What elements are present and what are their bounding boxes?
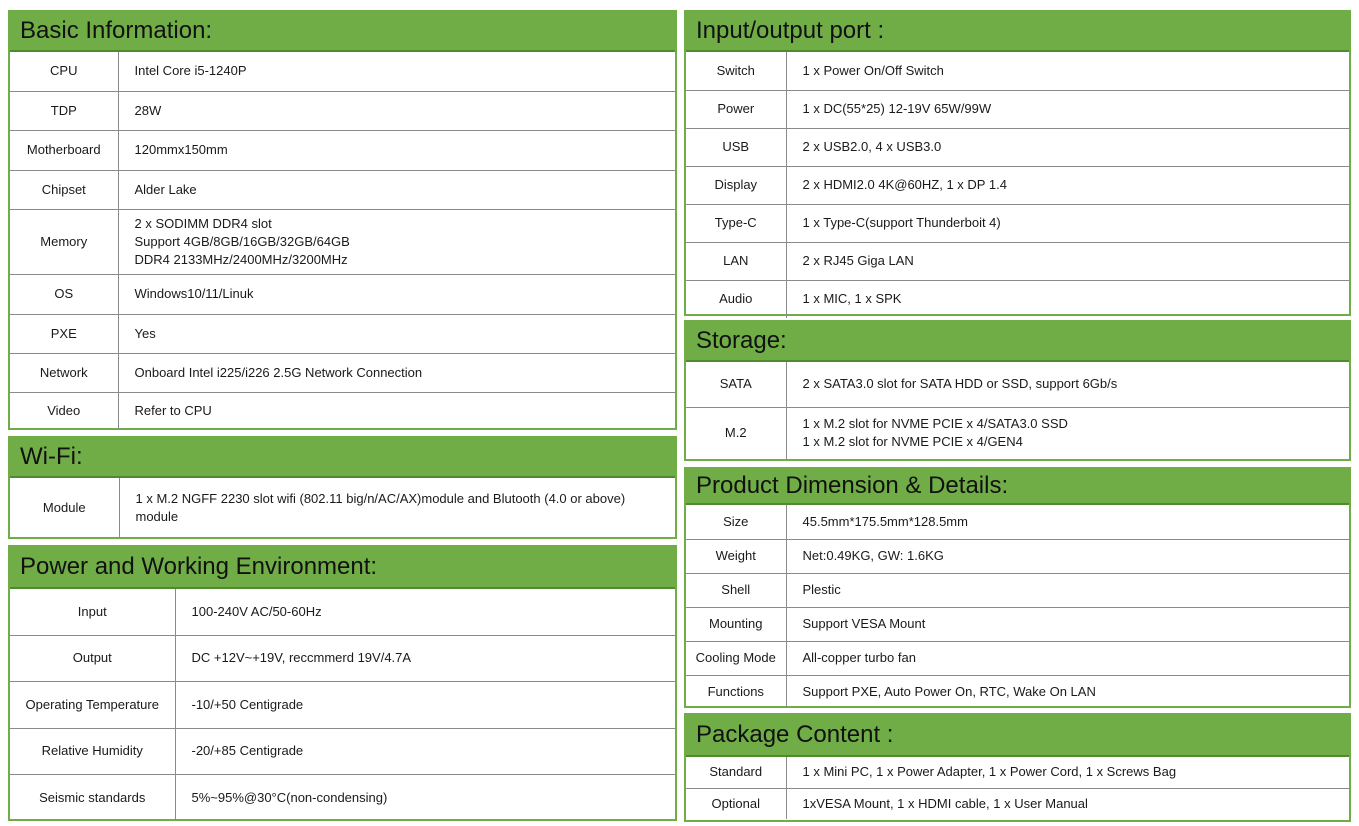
spec-value (786, 675, 1349, 708)
spec-value-line: Support 4GB/8GB/16GB/32GB/64GB (134, 233, 350, 249)
spec-value (118, 91, 675, 130)
spec-value-line: 1xVESA Mount, 1 x HDMI cable, 1 x User Manual (802, 795, 1088, 811)
spec-row (686, 539, 1349, 573)
spec-value-line: 120mmx150mm (134, 142, 228, 157)
spec-label: Cooling Mode (686, 641, 786, 675)
spec-label: Memory (10, 209, 118, 274)
spec-value (786, 362, 1349, 407)
spec-value-line: 2 x RJ45 Giga LAN (802, 253, 914, 268)
spec-label: Optional (686, 788, 786, 819)
spec-value-line: 2 x HDMI2.0 4K@60HZ, 1 x DP 1.4 (802, 177, 1007, 192)
spec-value (786, 573, 1349, 607)
spec-label: CPU (10, 52, 118, 91)
spec-label: Operating Temperature (10, 681, 175, 728)
spec-value-line: Alder Lake (134, 181, 197, 197)
spec-label: Power (686, 90, 786, 128)
spec-value (786, 505, 1349, 539)
spec-value (786, 757, 1349, 788)
spec-table (10, 52, 675, 430)
spec-row (686, 128, 1349, 166)
section-title: Wi-Fi: (10, 438, 675, 478)
spec-label: Size (686, 505, 786, 539)
spec-value (786, 90, 1349, 128)
spec-row (10, 478, 675, 537)
section-title: Input/output port : (686, 12, 1349, 52)
spec-value-line: Onboard Intel i225/i226 2.5G Network Connection (134, 364, 423, 380)
spec-value (786, 788, 1349, 819)
spec-value-line: 1 x Power On/Off Switch (802, 62, 944, 78)
spec-value (175, 681, 675, 728)
spec-value-line: 45.5mm*175.5mm*128.5mm (802, 513, 968, 529)
spec-row (686, 675, 1349, 708)
spec-value-line: 2 x SODIMM DDR4 slot (134, 215, 272, 231)
spec-label: Audio (686, 280, 786, 318)
package-content-panel (684, 713, 1351, 822)
spec-label: PXE (10, 314, 118, 353)
spec-row (10, 52, 675, 91)
spec-row (686, 788, 1349, 819)
spec-value (786, 242, 1349, 280)
spec-table (686, 757, 1349, 819)
spec-label: Chipset (10, 170, 118, 209)
section-title: Product Dimension & Details: (686, 469, 1349, 505)
spec-value (786, 204, 1349, 242)
spec-value-line: 100-240V AC/50-60Hz (191, 603, 322, 619)
spec-row (10, 774, 675, 821)
spec-row (10, 130, 675, 170)
spec-row (10, 681, 675, 728)
spec-row (686, 362, 1349, 407)
basic-information-panel (8, 10, 677, 430)
spec-value (786, 128, 1349, 166)
spec-row (10, 635, 675, 681)
spec-value (118, 209, 675, 274)
spec-row (686, 52, 1349, 90)
spec-label: Mounting (686, 607, 786, 641)
spec-value-line: Plestic (802, 582, 841, 597)
spec-value-line: Support PXE, Auto Power On, RTC, Wake On LAN (802, 683, 1096, 699)
spec-value (118, 353, 675, 392)
spec-row (686, 166, 1349, 204)
spec-value (786, 607, 1349, 641)
spec-label: Motherboard (10, 130, 118, 170)
spec-row (10, 353, 675, 392)
spec-value (118, 392, 675, 430)
spec-label: Shell (686, 573, 786, 607)
spec-value (118, 130, 675, 170)
spec-value-line: All-copper turbo fan (802, 650, 916, 665)
spec-value-line: Intel Core i5-1240P (134, 63, 247, 79)
spec-label: Relative Humidity (10, 728, 175, 774)
spec-value-line: 28W (134, 102, 162, 118)
spec-label: OS (10, 274, 118, 314)
spec-value-line: DDR4 2133MHz/2400MHz/3200MHz (134, 251, 348, 267)
spec-row (10, 209, 675, 274)
spec-value-line: -20/+85 Centigrade (191, 743, 304, 758)
spec-label: Switch (686, 52, 786, 90)
spec-value (786, 407, 1349, 459)
spec-value (118, 274, 675, 314)
spec-value (786, 280, 1349, 318)
spec-label: Display (686, 166, 786, 204)
spec-value-line: Yes (134, 325, 156, 341)
spec-value-line: 1 x M.2 NGFF 2230 slot wifi (802.11 big/n/AC/AX)module and Blutooth (4.0 or above) (135, 490, 626, 506)
spec-value-line: Net:0.49KG, GW: 1.6KG (802, 548, 944, 563)
spec-value-line: 1 x MIC, 1 x SPK (802, 291, 902, 307)
wifi-panel (8, 436, 677, 539)
spec-row (10, 728, 675, 774)
spec-value-line: 1 x M.2 slot for NVME PCIE x 4/GEN4 (802, 434, 1023, 450)
spec-table (686, 505, 1349, 708)
spec-label: LAN (686, 242, 786, 280)
spec-value-line: 1 x Mini PC, 1 x Power Adapter, 1 x Power Cord, 1 x Screws Bag (802, 764, 1177, 780)
spec-table (686, 52, 1349, 318)
spec-value-line: 1 x M.2 slot for NVME PCIE x 4/SATA3.0 SSD (802, 416, 1068, 432)
spec-value (118, 52, 675, 91)
spec-label: Output (10, 635, 175, 681)
spec-value-line: 1 x Type-C(support Thunderboit 4) (802, 215, 1001, 230)
spec-label: Type-C (686, 204, 786, 242)
spec-row (686, 573, 1349, 607)
spec-value (119, 478, 675, 537)
spec-value-line: module (135, 508, 179, 524)
section-title: Package Content : (686, 715, 1349, 757)
spec-value (175, 635, 675, 681)
spec-value-line: Refer to CPU (134, 403, 212, 419)
spec-row (686, 641, 1349, 675)
spec-label: Functions (686, 675, 786, 708)
spec-value (175, 728, 675, 774)
spec-label: USB (686, 128, 786, 166)
spec-value (786, 52, 1349, 90)
section-title: Power and Working Environment: (10, 547, 675, 589)
spec-value (786, 166, 1349, 204)
spec-row (686, 505, 1349, 539)
spec-value-line: Support VESA Mount (802, 616, 926, 631)
spec-value-line: 2 x SATA3.0 slot for SATA HDD or SSD, support 6Gb/s (802, 376, 1118, 392)
spec-row (10, 274, 675, 314)
power-environment-panel (8, 545, 677, 821)
spec-row (686, 280, 1349, 318)
spec-value-line: -10/+50 Centigrade (191, 696, 304, 712)
spec-value (175, 774, 675, 821)
spec-row (686, 407, 1349, 459)
storage-panel (684, 320, 1351, 461)
spec-row (686, 607, 1349, 641)
spec-row (686, 90, 1349, 128)
spec-label: SATA (686, 362, 786, 407)
spec-label: Module (10, 478, 119, 537)
input-output-port-panel (684, 10, 1351, 316)
spec-value-line: Windows10/11/Linuk (134, 286, 254, 301)
spec-row (10, 392, 675, 430)
spec-label: Video (10, 392, 118, 430)
spec-label: Weight (686, 539, 786, 573)
spec-value (786, 641, 1349, 675)
spec-table (10, 478, 675, 537)
spec-value-line: 1 x DC(55*25) 12-19V 65W/99W (802, 101, 992, 116)
spec-row (10, 91, 675, 130)
spec-row (686, 204, 1349, 242)
spec-table (10, 589, 675, 821)
spec-value-line: 5%~95%@30°C(non-condensing) (191, 789, 388, 805)
spec-label: Standard (686, 757, 786, 788)
spec-value (118, 314, 675, 353)
spec-table (686, 362, 1349, 459)
spec-value-line: 2 x USB2.0, 4 x USB3.0 (802, 139, 942, 154)
spec-label: TDP (10, 91, 118, 130)
spec-value-line: DC +12V~+19V, reccmmerd 19V/4.7A (191, 650, 412, 665)
spec-row (686, 757, 1349, 788)
spec-label: Network (10, 353, 118, 392)
spec-label: Seismic standards (10, 774, 175, 821)
spec-value (118, 170, 675, 209)
spec-row (686, 242, 1349, 280)
spec-row (10, 314, 675, 353)
spec-value (786, 539, 1349, 573)
spec-row (10, 170, 675, 209)
spec-label: Input (10, 589, 175, 635)
spec-row (10, 589, 675, 635)
section-title: Basic Information: (10, 12, 675, 52)
spec-label: M.2 (686, 407, 786, 459)
section-title: Storage: (686, 322, 1349, 362)
spec-value (175, 589, 675, 635)
product-dimension-panel (684, 467, 1351, 708)
